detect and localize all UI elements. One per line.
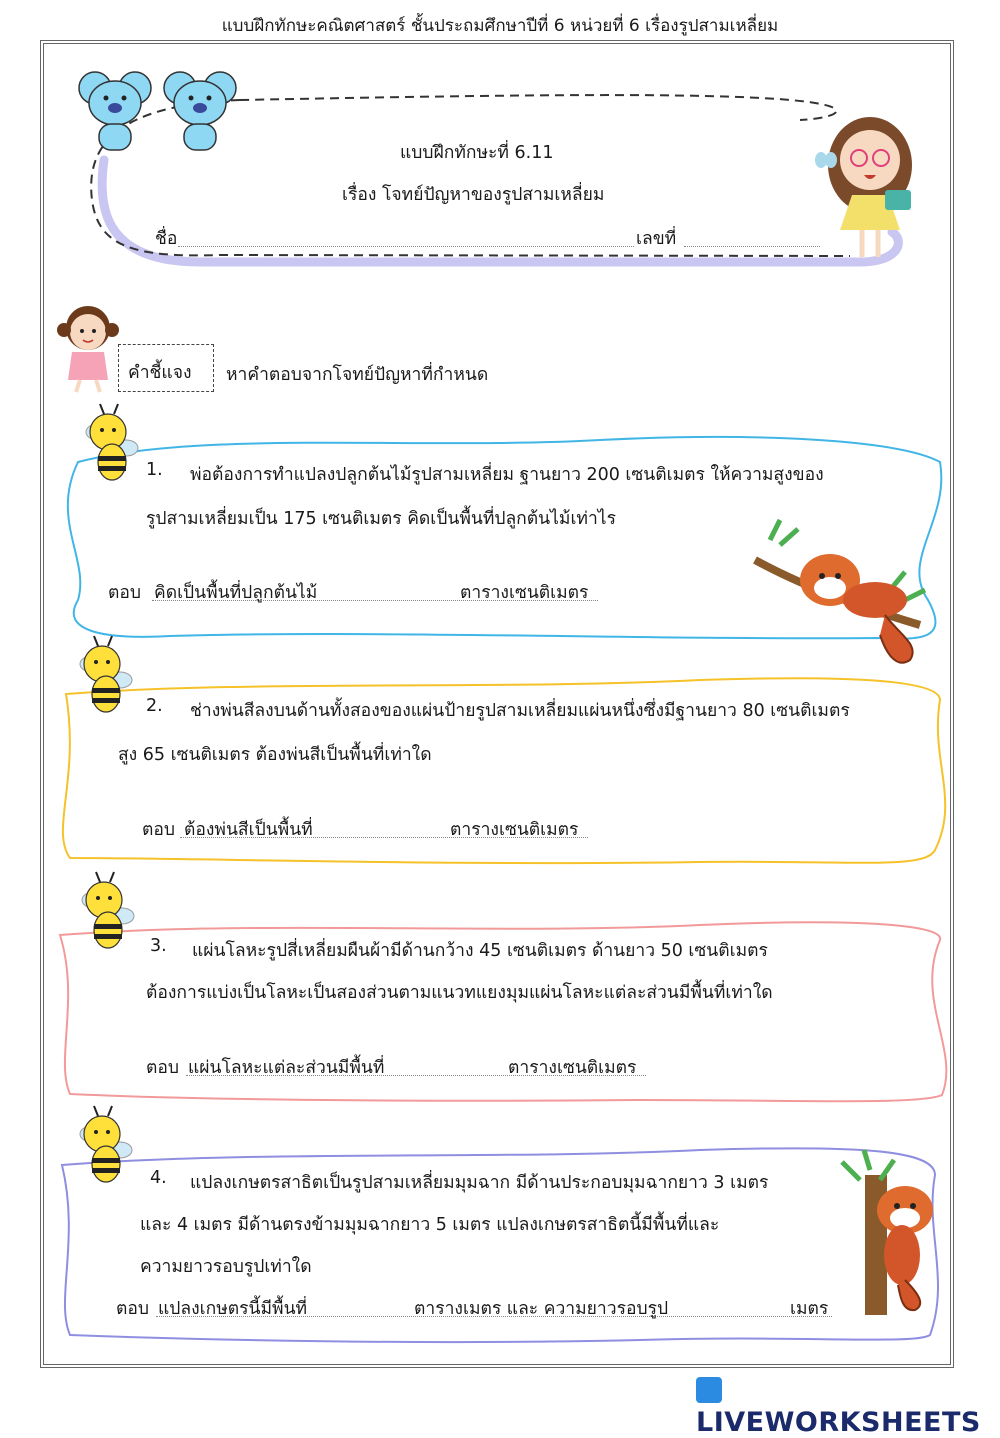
question-2-unit: ตารางเซนติเมตร — [450, 820, 579, 840]
instruction-text: หาคำตอบจากโจทย์ปัญหาที่กำหนด — [226, 365, 489, 385]
question-4-line-3: ความยาวรอบรูปเท่าใด — [140, 1257, 312, 1277]
red-panda-icon — [755, 520, 925, 663]
question-4-answer-text: แปลงเกษตรนี้มีพื้นที่ — [158, 1299, 308, 1319]
worksheet-subtitle: เรื่อง โจทย์ปัญหาของรูปสามเหลี่ยม — [342, 185, 605, 205]
number-input[interactable] — [686, 222, 822, 248]
liveworksheets-logo — [696, 1376, 1000, 1438]
question-3-number: 3. — [150, 936, 167, 956]
question-4-perimeter-input[interactable] — [700, 1292, 788, 1318]
question-3-line-2: ต้องการแบ่งเป็นโลหะเป็นสองส่วนตามแนวทแยงมุมแผ่นโลหะแต่ละส่วนมีพื้นที่เท่าใด — [146, 983, 773, 1003]
question-2-answer-input[interactable] — [340, 813, 448, 839]
question-4-line-1: แปลงเกษตรสาธิตเป็นรูปสามเหลี่ยมมุมฉาก มีด้านประกอบมุมฉากยาว 3 เมตร — [190, 1173, 769, 1193]
question-4-unit-2: เมตร — [790, 1299, 829, 1319]
question-2-answer-text: ต้องพ่นสีเป็นพื้นที่ — [184, 820, 313, 840]
girl-icon — [57, 306, 119, 392]
instruction-label: คำชี้แจง — [128, 363, 192, 383]
question-3-answer-text: แผ่นโลหะแต่ละส่วนมีพื้นที่ — [188, 1058, 385, 1078]
koala-icon — [164, 72, 236, 150]
liveworksheets-badge-icon — [696, 1377, 722, 1403]
name-input[interactable] — [180, 222, 636, 248]
question-4-line-2: และ 4 เมตร มีด้านตรงข้ามมุมฉากยาว 5 เมตร แปลงเกษตรสาธิตนี้มีพื้นที่และ — [140, 1215, 720, 1235]
question-2-line-1: ช่างพ่นสีลงบนด้านทั้งสองของแผ่นป้ายรูปสามเหลี่ยมแผ่นหนึ่งซึ่งมีฐานยาว 80 เซนติเมตร — [190, 701, 850, 721]
bee-icon — [80, 636, 132, 712]
question-3-line-1: แผ่นโลหะรูปสี่เหลี่ยมผืนผ้ามีด้านกว้าง 45 เซนติเมตร ด้านยาว 50 เซนติเมตร — [192, 941, 768, 961]
question-1-answer-text: คิดเป็นพื้นที่ปลูกต้นไม้ — [154, 583, 318, 603]
worksheet-header: แบบฝึกทักษะคณิตศาสตร์ ชั้นประถมศึกษาปีที่ 6 หน่วยที่ 6 เรื่องรูปสามเหลี่ยม — [221, 16, 779, 36]
question-1-answer-prefix: ตอบ — [108, 583, 141, 603]
question-3-unit: ตารางเซนติเมตร — [508, 1058, 637, 1078]
question-4-unit: ตารางเมตร และ ความยาวรอบรูป — [414, 1299, 669, 1319]
question-4-answer-prefix: ตอบ — [116, 1299, 149, 1319]
name-label: ชื่อ — [155, 229, 178, 249]
question-4-number: 4. — [150, 1168, 167, 1188]
question-2-line-2: สูง 65 เซนติเมตร ต้องพ่นสีเป็นพื้นที่เท่าใด — [118, 745, 432, 765]
question-3-answer-prefix: ตอบ — [146, 1058, 179, 1078]
question-1-line-2: รูปสามเหลี่ยมเป็น 175 เซนติเมตร คิดเป็นพื้นที่ปลูกต้นไม้เท่าไร — [146, 509, 616, 529]
butterfly-icon — [815, 152, 837, 168]
bee-icon — [82, 872, 134, 948]
question-4-area-input[interactable] — [330, 1292, 414, 1318]
question-2-answer-prefix: ตอบ — [142, 820, 175, 840]
number-label: เลขที่ — [636, 229, 677, 249]
bee-icon — [86, 404, 138, 480]
question-1-answer-input[interactable] — [346, 576, 456, 602]
koala-icon — [79, 72, 151, 150]
liveworksheets-logo-text: LIVEWORKSHEETS — [696, 1407, 981, 1438]
question-1-number: 1. — [146, 460, 163, 480]
worksheet-title: แบบฝึกทักษะที่ 6.11 — [400, 143, 554, 163]
red-panda-icon — [842, 1150, 933, 1315]
question-2-number: 2. — [146, 696, 163, 716]
question-1-line-1: พ่อต้องการทำแปลงปลูกต้นไม้รูปสามเหลี่ยม ฐานยาว 200 เซนติเมตร ให้ความสูงของ — [190, 465, 824, 485]
question-3-answer-input[interactable] — [410, 1051, 506, 1077]
question-1-unit: ตารางเซนติเมตร — [460, 583, 589, 603]
bee-icon — [80, 1106, 132, 1182]
